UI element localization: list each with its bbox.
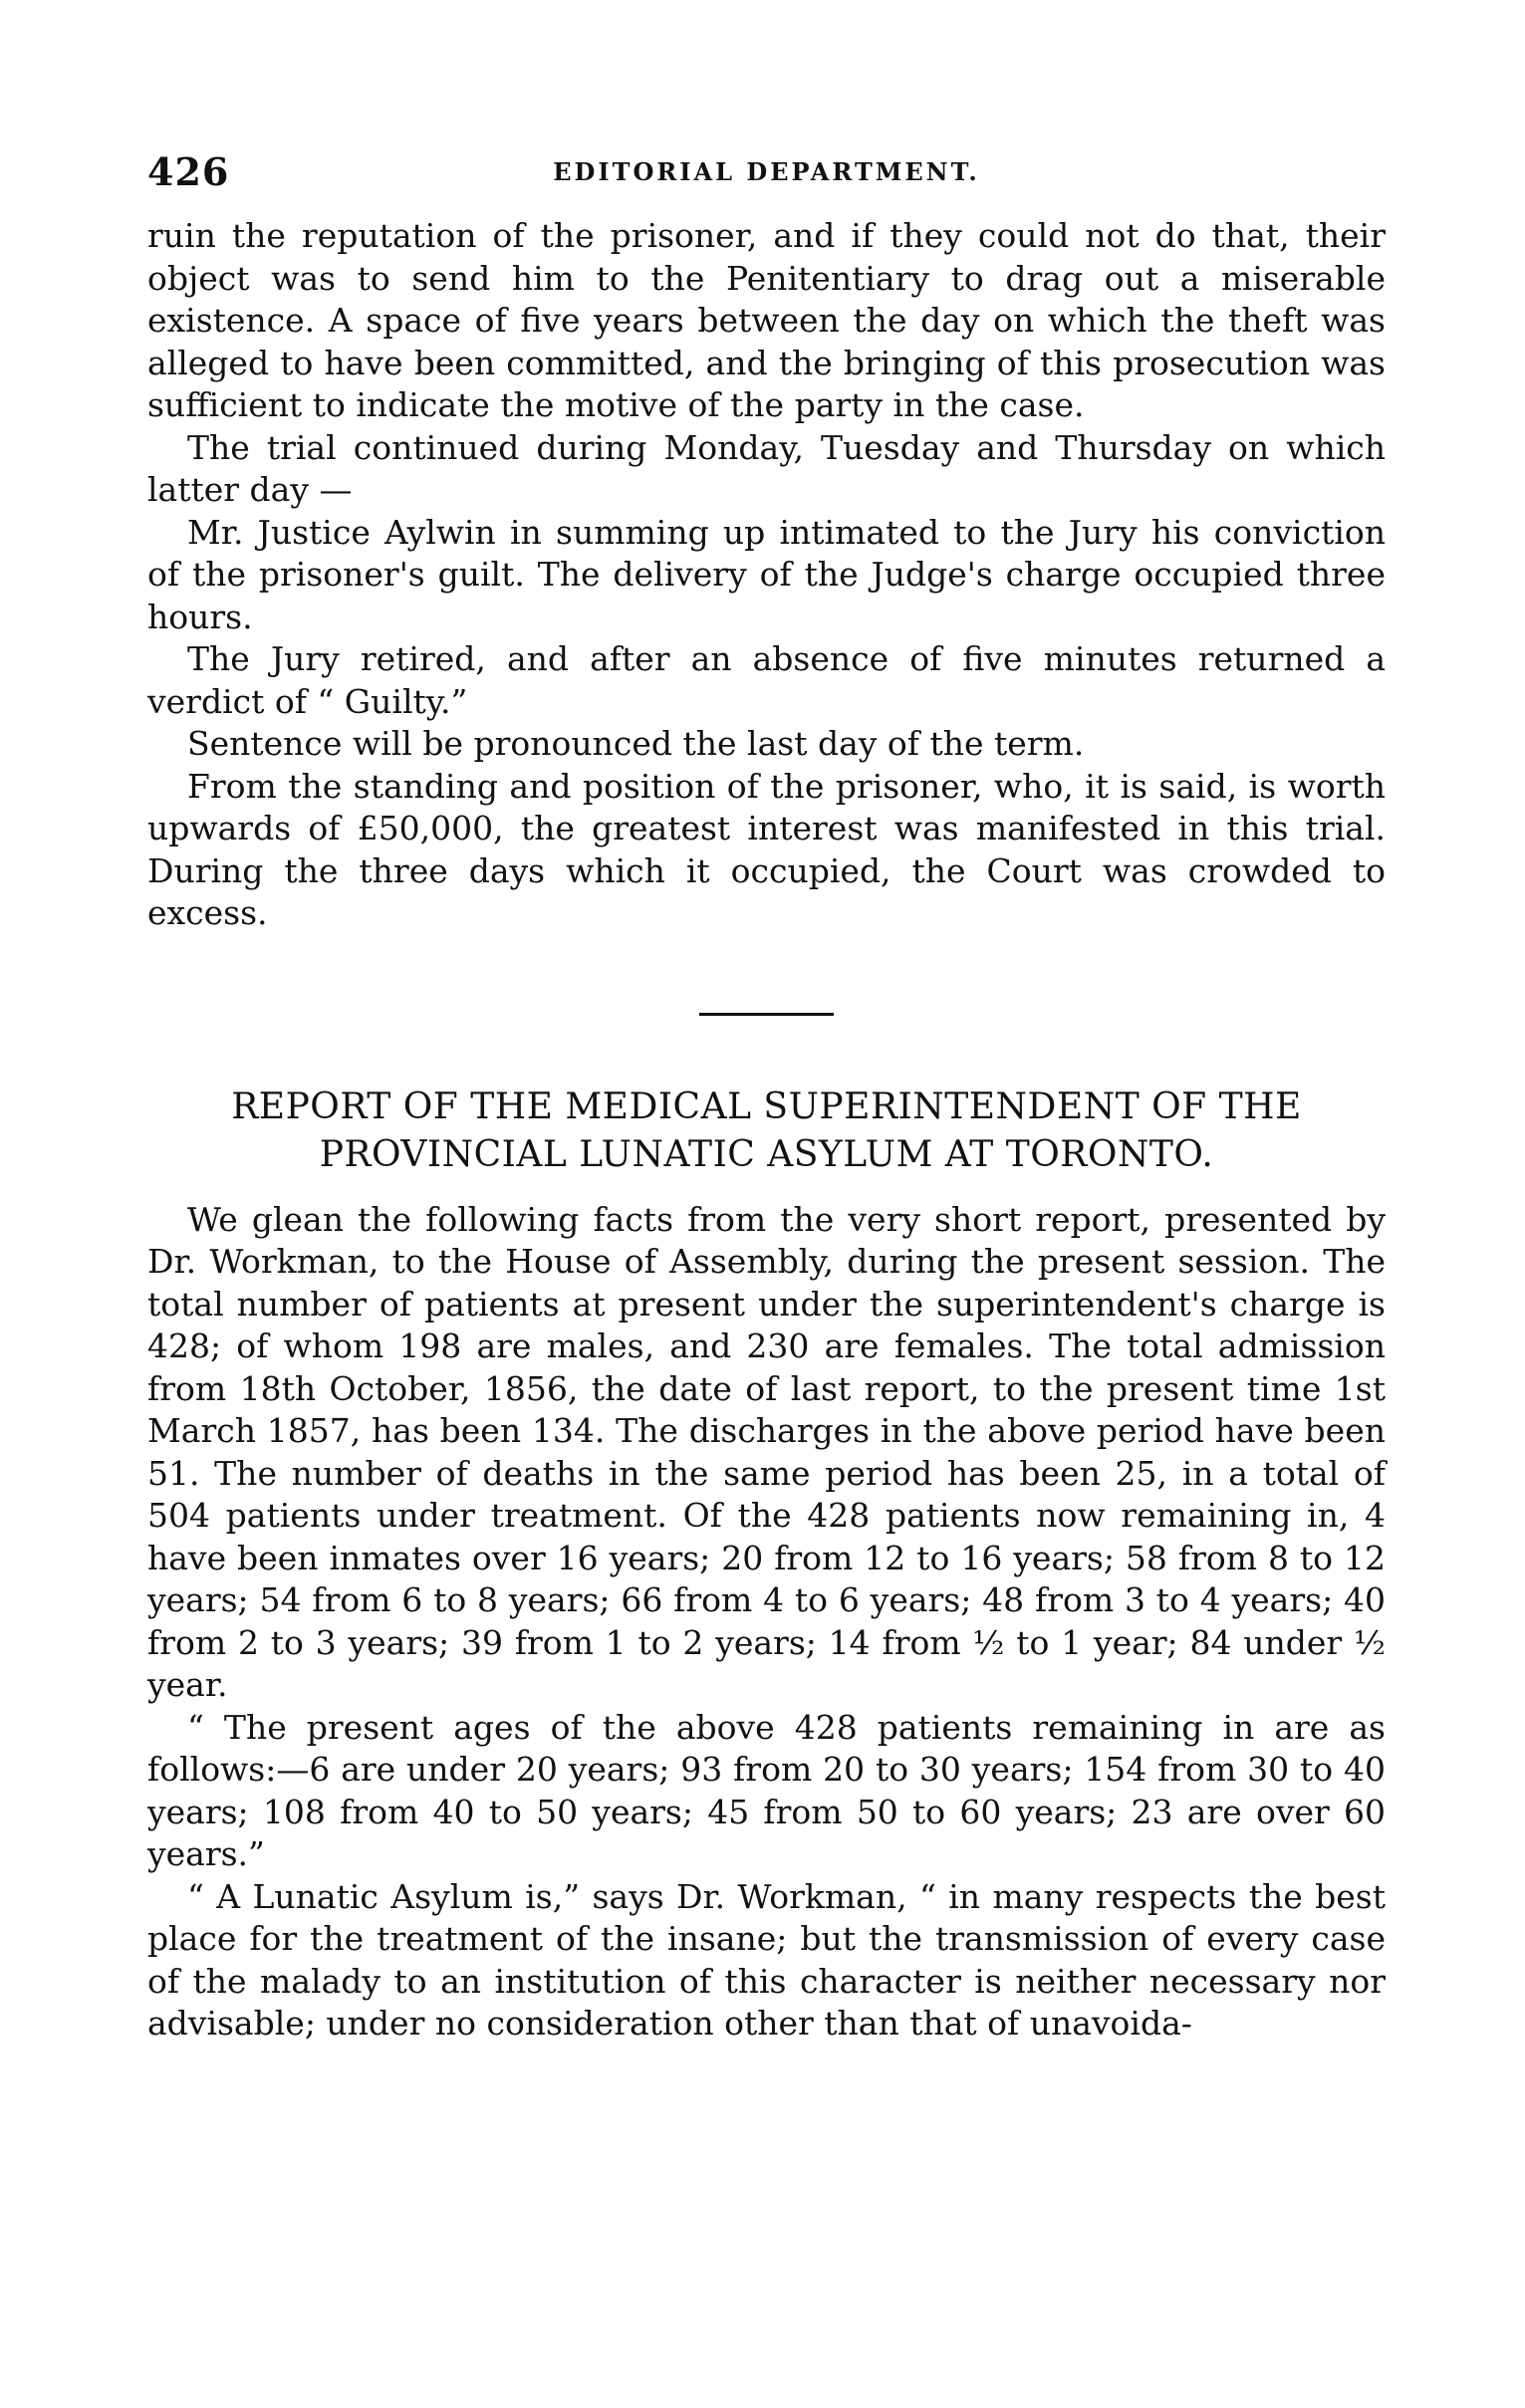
paragraph: From the standing and position of the prisoner, who, it is said, is worth upwards of £50,000, the greatest interest was manifested in this trial. During the three days which it occupied, the Court was crowded to excess. bbox=[147, 766, 1386, 932]
paragraph: We glean the following facts from the very short report, presented by Dr. Workman, to the House of Assembly, during the present session. The total number of patients at present under the superintendent's charge is 428; of whom 198 are males, and 230 are females. The total admission from 18th October, 1856, the date of last report, to the present time 1st March 1857, has been 134. The discharges in the above period have been 51. The number of deaths in the same period has been 25, in a total of 504 patients under treatment. Of the 428 patients now remaining in, 4 have been inmates over 16 years; 20 from 12 to 16 years; 58 from 8 to 12 years; 54 from 6 to 8 years; 66 from 4 to 6 years; 48 from 3 to 4 years; 40 from 2 to 3 years; 39 from 1 to 2 years; 14 from ½ to 1 year; 84 under ½ year. bbox=[147, 1199, 1386, 1704]
page-number: 426 bbox=[147, 149, 230, 194]
paragraph: Sentence will be pronounced the last day of the term. bbox=[187, 724, 1085, 763]
paragraph: The Jury retired, and after an absence of five minutes returned a verdict of “ Guilty.” bbox=[147, 639, 1386, 721]
section-heading-line: PROVINCIAL LUNATIC ASYLUM AT TORONTO. bbox=[319, 1133, 1214, 1175]
paragraph: ruin the reputation of the prisoner, and if they could not do that, their object was to send him to the Penitentiary to drag out a miserable existence. A space of five years between the day on which the theft was alleged to have been committed, and the bringing of this prosecution was sufficient to indicate the motive of the party in the case. bbox=[147, 216, 1386, 424]
paragraph: “ The present ages of the above 428 patients remaining in are as follows:—6 are under 20 years; 93 from 20 to 30 years; 154 from 30 to 40 years; 108 from 40 to 50 years; 45 from 50 to 60 years; 23 are over 60 years.” bbox=[147, 1707, 1386, 1873]
running-title: EDITORIAL DEPARTMENT. bbox=[553, 157, 980, 186]
paragraph: The trial continued during Monday, Tuesday and Thursday on which latter day — bbox=[147, 427, 1386, 509]
section-divider bbox=[699, 1013, 834, 1016]
running-head bbox=[147, 149, 1386, 201]
trial-report-article bbox=[147, 215, 1386, 935]
paragraph: “ A Lunatic Asylum is,” says Dr. Workman, “ in many respects the best place for the treatment of the insane; but the transmission of every case of the malady to an institution of this character is neither necessary nor advisable; under no consideration other than that of unavoida- bbox=[147, 1876, 1386, 2043]
section-heading bbox=[147, 1084, 1386, 1179]
asylum-report-article bbox=[147, 1199, 1386, 2046]
section-heading-line: REPORT OF THE MEDICAL SUPERINTENDENT OF THE bbox=[231, 1085, 1302, 1127]
paragraph: Mr. Justice Aylwin in summing up intimated to the Jury his conviction of the prisoner's guilt. The delivery of the Judge's charge occupied three hours. bbox=[147, 512, 1386, 636]
